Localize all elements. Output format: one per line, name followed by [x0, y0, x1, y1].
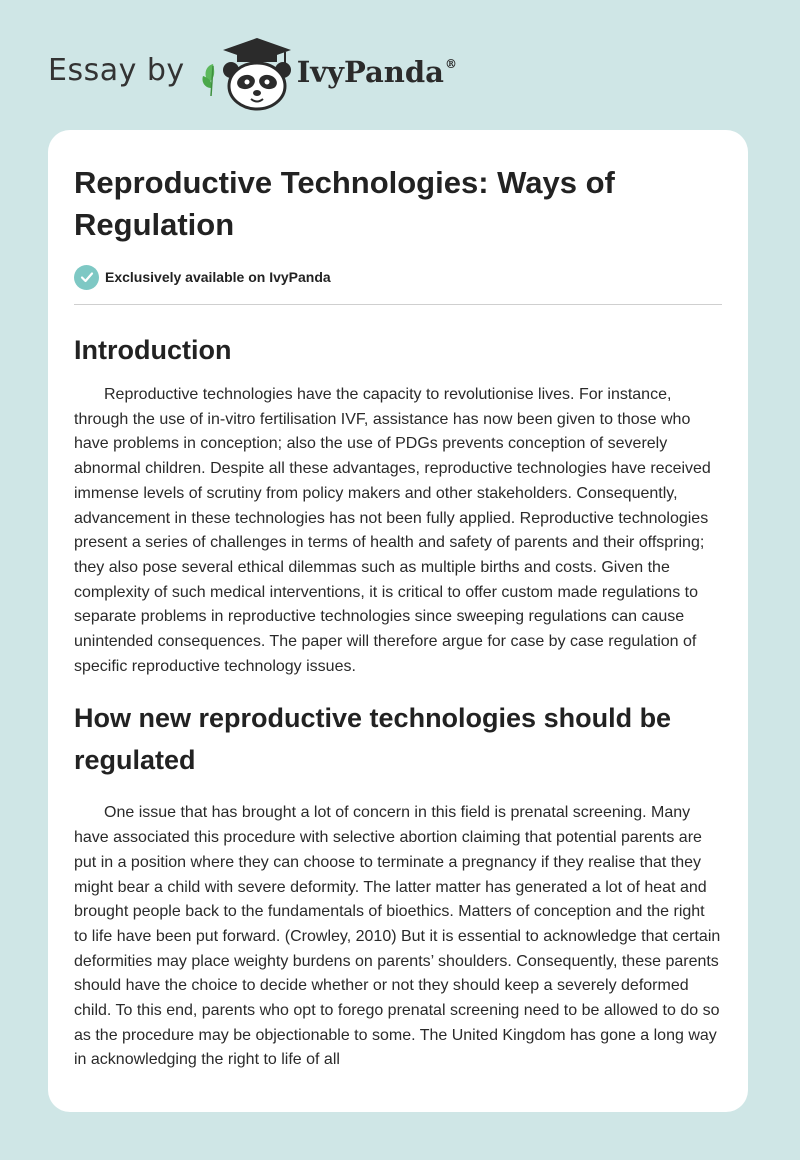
divider	[74, 304, 722, 305]
section-heading-regulation: How new reproductive technologies should be regulated	[74, 703, 672, 776]
panda-graduate-logo-icon[interactable]	[201, 36, 293, 112]
essay-card	[48, 130, 748, 1112]
essay-by-label: Essay by	[48, 52, 185, 88]
essay-content	[74, 162, 722, 1073]
section-paragraph-regulation: One issue that has brought a lot of concern in this field is prenatal screening. Many have associated this procedure with selective abortion claiming that potential parents are put in a position where they can choose to terminate a pregnancy if they realise that they might bear a child with severe deformity. The latter matter has generated a lot of heat and brought people back to the fundamentals of bioethics. Matters of conception and the right to life have been put forward. (Crowley, 2010) But it is essential to acknowledge that certain deformities may place weighty burdens on parents’ shoulders. Consequently, these parents should have the choice to decide whether or not they should keep a severely deformed child. To this end, parents who opt to forego prenatal screening need to be allowed to do so as the procedure may be objectionable to some. The United Kingdom has gone a long way in acknowledging the right to life of all	[74, 804, 721, 1069]
exclusive-badge	[74, 264, 722, 290]
check-circle-icon	[74, 265, 99, 290]
site-header	[48, 34, 748, 114]
section-paragraph-introduction: Reproductive technologies have the capacity to revolutionise lives. For instance, through the use of in-vitro fertilisation IVF, assistance has now been given to those who have problems in conception; also the use of PDGs prevents conception of severely abnormal children. Despite all these advantages, reproductive technologies have received immense levels of scrutiny from policy makers and other stakeholders. Consequently, advancement in these technologies has not been fully applied. Reproductive technologies present a series of challenges in terms of health and safety of parents and their offspring; they also pose several ethical dilemmas such as multiple births and costs. Given the complexity of such medical interventions, it is critical to offer custom made regulations to separate problems in reproductive technologies since sweeping regulations can cause unintended consequences. The paper will therefore argue for case by case regulation of specific reproductive technology issues.	[74, 386, 711, 675]
registered-mark: ®	[444, 57, 457, 71]
exclusive-badge-text: Exclusively available on IvyPanda	[105, 269, 331, 285]
brand-name[interactable]: IvyPanda®	[296, 55, 457, 89]
essay-title: Reproductive Technologies: Ways of Regulation	[74, 165, 615, 242]
section-heading-introduction: Introduction	[74, 335, 232, 365]
